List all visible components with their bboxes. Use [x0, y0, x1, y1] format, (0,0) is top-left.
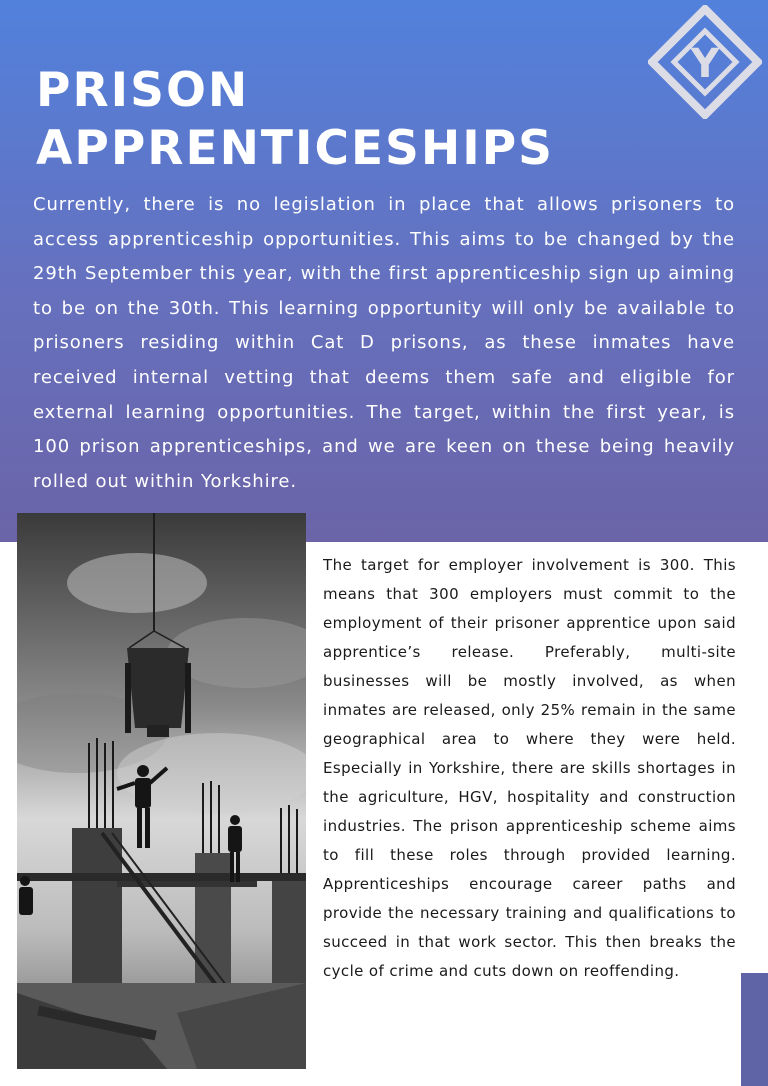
logo-diamond-icon [648, 5, 762, 119]
construction-photo-svg [17, 513, 306, 1069]
logo-svg [648, 5, 762, 119]
construction-photo [17, 513, 306, 1069]
intro-paragraph: Currently, there is no legislation in place that allows prisoners to access apprenticeship opportunities. This aims to be changed by the 29th September this year, with the first apprenticeship sign up aiming to be on the 30th. This learning opportunity will only be available to prisoners residing within Cat D prisons, as these inmates have received internal vetting that deems them safe and eligible for external learning opportunities. The target, within the first year, is 100 prison apprenticeships, and we are keen on these being heavily rolled out within Yorkshire. [33, 194, 735, 492]
title-line-2: APPRENTICESHIPS [36, 121, 555, 176]
body-paragraph: The target for employer involvement is 300. This means that 300 employers must commit to the employment of their prisoner apprentice upon said apprentice’s release. Preferably, multi-site businesses will be mostly involved, as when inmates are released, only 25% remain in the same geographical area to where they were held. Especially in Yorkshire, there are skills shortages in the agriculture, HGV, hospitality and construction industries. The prison apprenticeship scheme aims to fill these roles through provided learning. Apprenticeships encourage career paths and provide the necessary training and qualifications to succeed in that work sector. This then breaks the cycle of crime and cuts down on reoffending. [323, 556, 736, 980]
page-title [36, 62, 554, 178]
accent-bar [741, 973, 768, 1086]
logo-letter: Y [690, 41, 720, 87]
title-line-1: PRISON [36, 63, 250, 118]
